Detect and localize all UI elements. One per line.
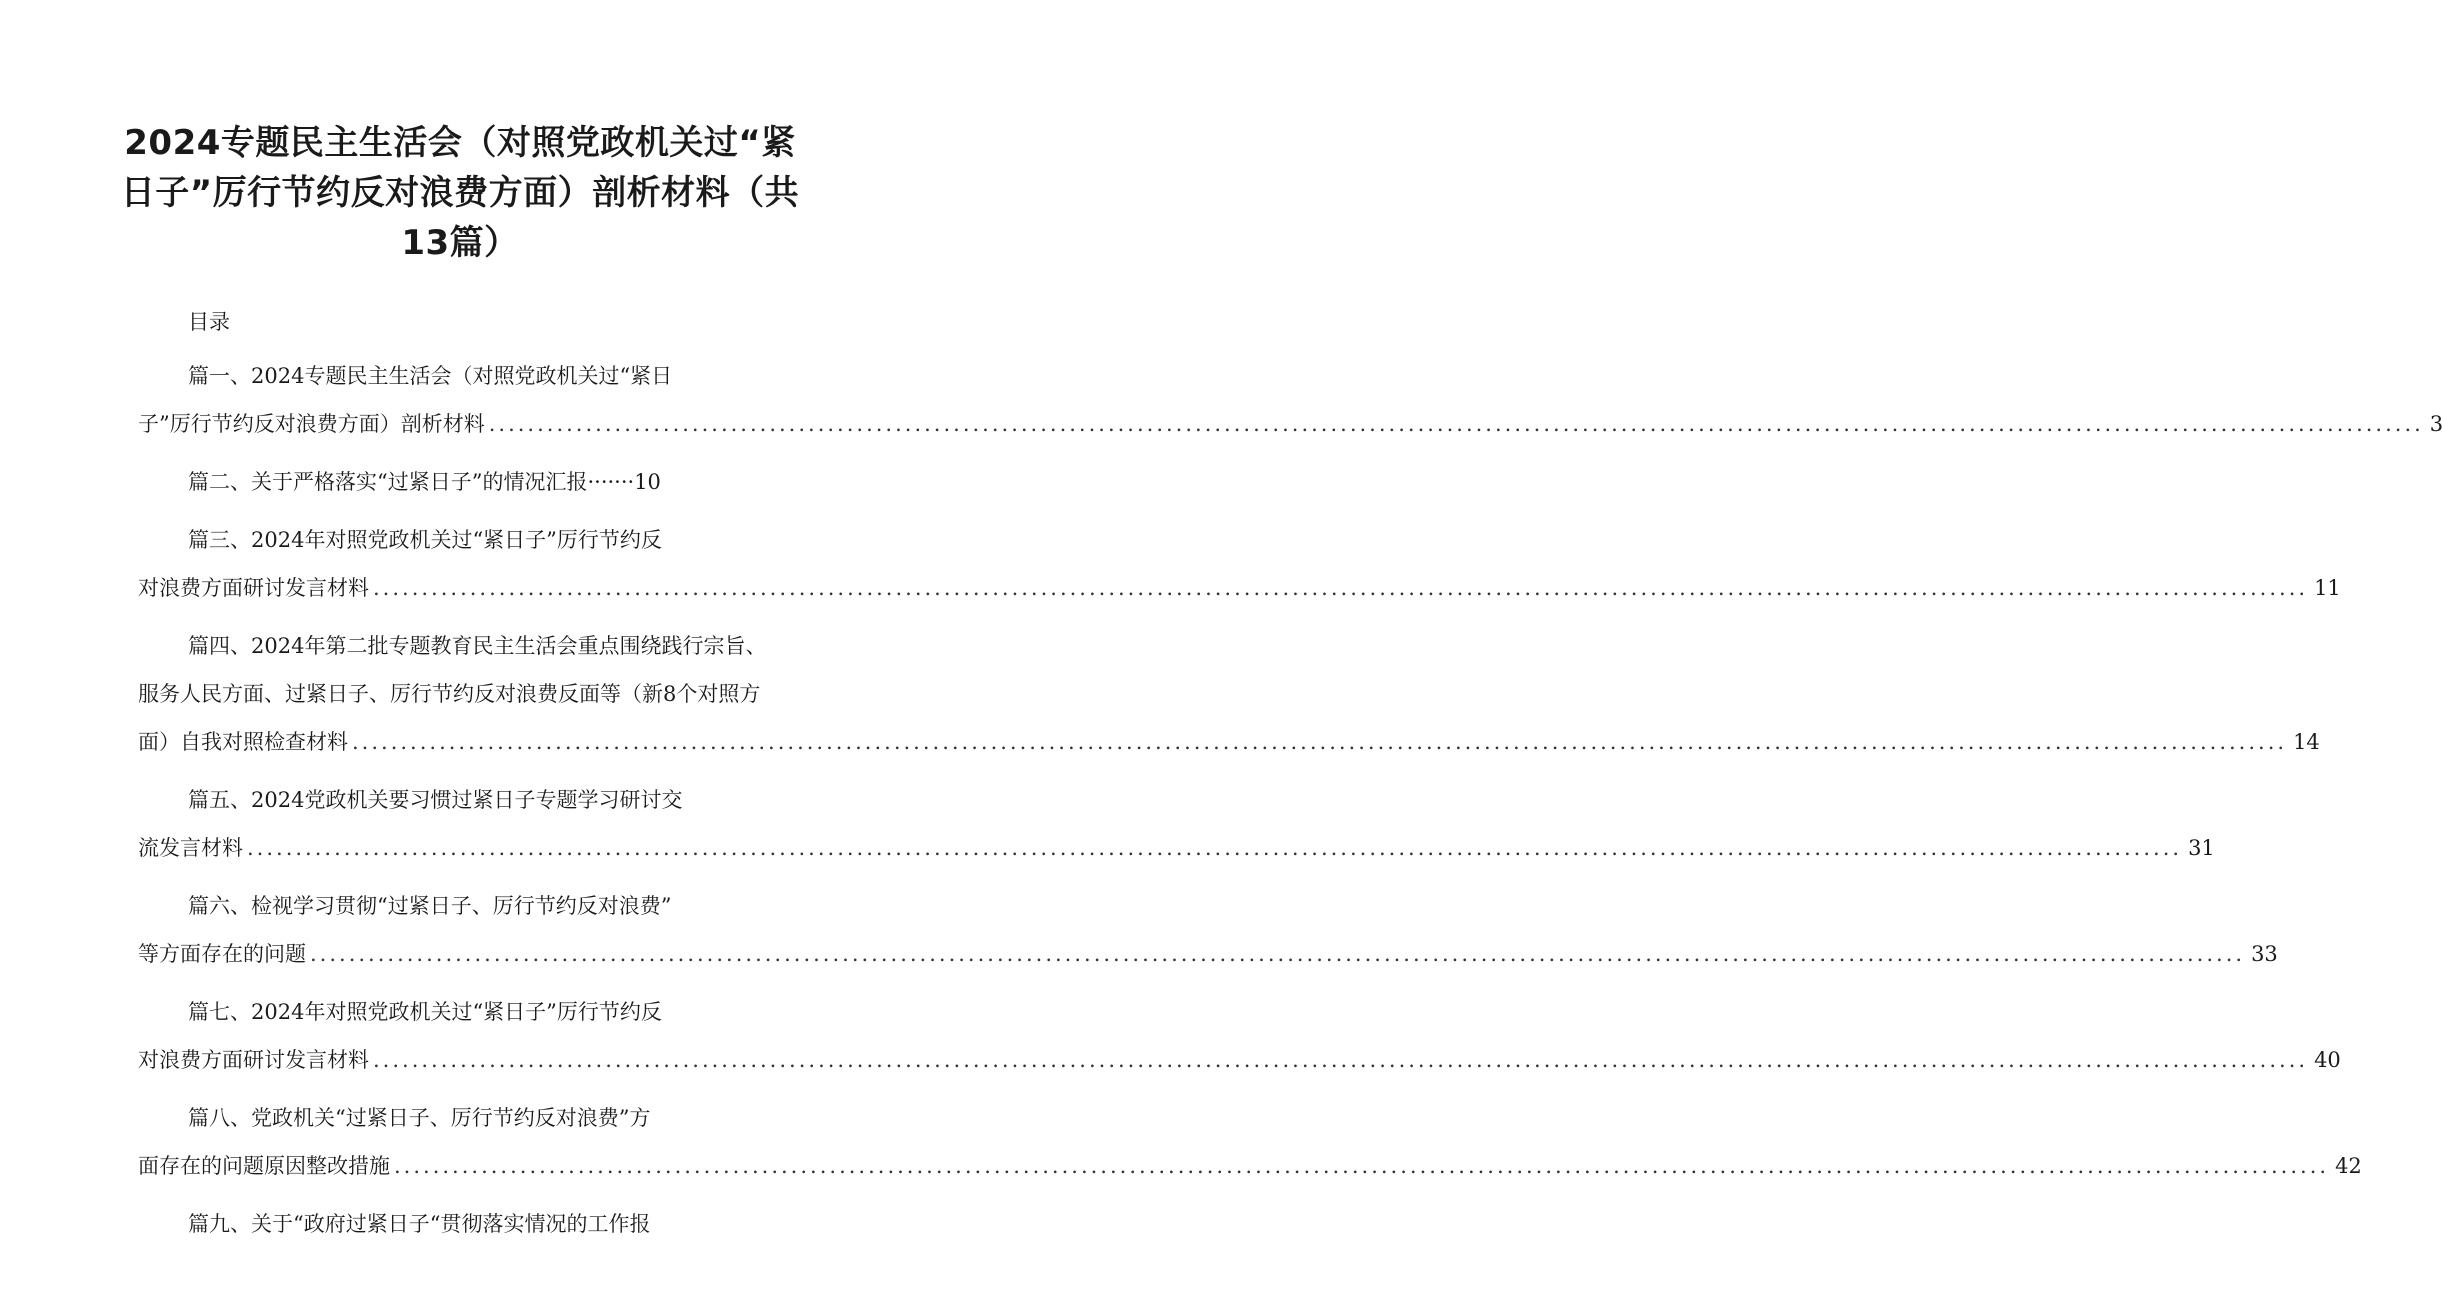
- toc-leader-dots: ........................................................................................................................................................................................................: [310, 942, 2246, 966]
- toc-entry-text: 面）自我对照检查材料: [138, 730, 348, 754]
- toc-entry-text: 篇八、党政机关“过紧日子、厉行节约反对浪费”方: [188, 1106, 651, 1130]
- toc-page-number: 33: [2251, 942, 2278, 966]
- toc-entry-text: 等方面存在的问题: [138, 942, 306, 966]
- toc-entry-line: [138, 930, 2278, 978]
- toc-entry-text: 篇三、2024年对照党政机关过“紧日子”厉行节约反: [188, 528, 662, 552]
- toc-entry[interactable]: [138, 352, 2443, 448]
- toc-entry-text: 篇一、2024专题民主生活会（对照党政机关过“紧日: [188, 364, 673, 388]
- toc-entry[interactable]: [138, 776, 2215, 872]
- title-line-2: 日子”厉行节约反对浪费方面）剖析材料（共: [120, 173, 800, 213]
- toc-entry-line: [138, 882, 778, 930]
- toc-entry[interactable]: [138, 1094, 2362, 1190]
- toc-entry-line: [138, 458, 778, 506]
- table-of-contents: [138, 352, 2443, 1258]
- toc-entry-line: [138, 352, 778, 400]
- toc-entry-line: [138, 564, 2341, 612]
- toc-entry-text: 流发言材料: [138, 836, 243, 860]
- toc-entry-line: [138, 988, 778, 1036]
- toc-entry-line: [138, 1036, 2341, 1084]
- toc-entry-text: 篇四、2024年第二批专题教育民主生活会重点围绕践行宗旨、: [188, 634, 767, 658]
- toc-entry-text: 服务人民方面、过紧日子、厉行节约反对浪费反面等（新8个对照方: [138, 682, 761, 706]
- title-line-3: 13篇）: [401, 223, 519, 263]
- toc-entry-text: 篇七、2024年对照党政机关过“紧日子”厉行节约反: [188, 1000, 662, 1024]
- toc-page-number: 14: [2293, 730, 2320, 754]
- toc-entry-line: [138, 1142, 2362, 1190]
- toc-leader-dots: ........................................................................................................................................................................................................: [352, 730, 2288, 754]
- toc-entry-text: 子”厉行节约反对浪费方面）剖析材料: [138, 412, 485, 436]
- toc-leader-dots: ........................................................................................................................................................................................................: [247, 836, 2183, 860]
- toc-entry-text: 篇五、2024党政机关要习惯过紧日子专题学习研讨交: [188, 788, 683, 812]
- toc-entry-text: 篇九、关于“政府过紧日子“贯彻落实情况的工作报: [188, 1212, 651, 1236]
- toc-entry[interactable]: [138, 516, 2341, 612]
- toc-entry[interactable]: [138, 458, 778, 506]
- toc-entry-line: [138, 516, 778, 564]
- toc-entry-line: [138, 1200, 778, 1248]
- toc-entry-text: 面存在的问题原因整改措施: [138, 1154, 390, 1178]
- toc-entry-line: [138, 1094, 778, 1142]
- toc-entry-line: [138, 824, 2215, 872]
- toc-entry-line: [138, 776, 778, 824]
- toc-entry[interactable]: [138, 882, 2278, 978]
- toc-entry[interactable]: [138, 1200, 778, 1248]
- toc-entry-line: [138, 622, 778, 670]
- toc-page-number: 40: [2314, 1048, 2341, 1072]
- toc-page-number: 42: [2335, 1154, 2362, 1178]
- toc-page-number: 3: [2429, 412, 2443, 436]
- toc-leader-dots: ........................................................................................................................................................................................................: [488, 412, 2424, 436]
- toc-entry-line: [138, 718, 2320, 766]
- document-title: [120, 118, 800, 268]
- toc-entry[interactable]: [138, 622, 2320, 766]
- toc-entry-text: 篇六、检视学习贯彻“过紧日子、厉行节约反对浪费”: [188, 894, 672, 918]
- title-line-1: 2024专题民主生活会（对照党政机关过“紧: [124, 123, 796, 163]
- toc-entry-line: [138, 670, 778, 718]
- toc-leader-dots: ........................................................................................................................................................................................................: [373, 576, 2309, 600]
- toc-leader-dots: ........................................................................................................................................................................................................: [373, 1048, 2309, 1072]
- toc-entry-text: 对浪费方面研讨发言材料: [138, 1048, 369, 1072]
- toc-leader-dots: ........................................................................................................................................................................................................: [394, 1154, 2330, 1178]
- toc-heading: 目录: [188, 310, 230, 334]
- toc-entry-line: [138, 400, 2443, 448]
- toc-page-number: 31: [2188, 836, 2215, 860]
- toc-page-number: 11: [2314, 576, 2341, 600]
- toc-entry-text: 对浪费方面研讨发言材料: [138, 576, 369, 600]
- toc-entry-text: 篇二、关于严格落实“过紧日子”的情况汇报·······10: [188, 470, 661, 494]
- toc-entry[interactable]: [138, 988, 2341, 1084]
